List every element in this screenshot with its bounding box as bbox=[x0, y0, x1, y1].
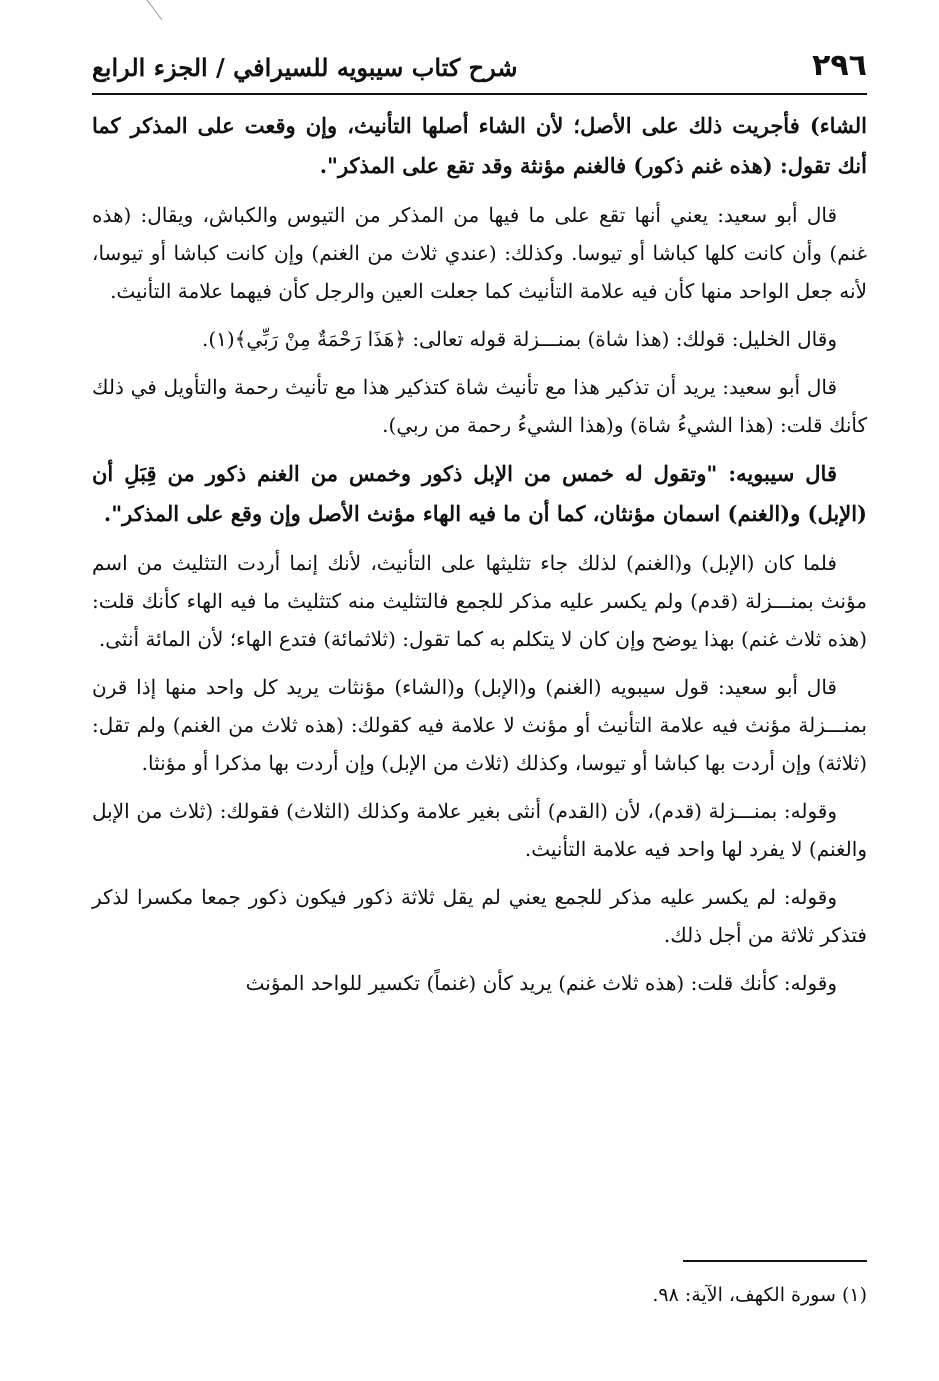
paragraph-5: قال سيبويه: "وتقول له خمس من الإبل ذكور وخمس من الغنم ذكور من قِبَلِ أن (الإبل) و(الغنم) اسمان مؤنثان، كما أن ما فيه الهاء مؤنث الأصل وإن وقع على المذكر". bbox=[92, 461, 867, 526]
running-title: شرح كتاب سيبويه للسيرافي / الجزء الرابع bbox=[92, 53, 518, 82]
header-rule bbox=[92, 93, 867, 95]
scan-mark bbox=[146, 0, 166, 22]
paragraph-2: قال أبو سعيد: يعني أنها تقع على ما فيها من المذكر من التيوس والكباش، ويقال: (هذه غنم) وأن كانت كلها كباشا أو تيوسا. وكذلك: (عندي ثلاث من الغنم) وإن كانت كباشا أو تيوسا، لأنه جعل الواحد منها كأن فيه علامة التأنيث كما جعلت العين والرجل كأن فيهما علامة التأنيث. bbox=[92, 203, 867, 303]
footnote: (١) سورة الكهف، الآية: ٩٨. bbox=[652, 1284, 867, 1306]
paragraph-6: فلما كان (الإبل) و(الغنم) لذلك جاء تثليثها على التأنيث، لأنك إنما أردت التثليث من اسم مؤنث بمنـــزلة (قدم) ولم يكسر عليه مذكر للجمع فالتثليث منه كتثليث ما فيه الهاء كأنك قلت: (هذه ثلاث غنم) بهذا يوضح وإن كان لا يتكلم به كما تقول: (ثلاثمائة) فتدع الهاء؛ لأن المائة أنثى. bbox=[92, 551, 867, 651]
page-body bbox=[92, 106, 867, 1012]
paragraph-3: وقال الخليل: قولك: (هذا شاة) بمنـــزلة قوله تعالى: ﴿هَذَا رَحْمَةٌ مِنْ رَبِّي﴾(١). bbox=[201, 327, 837, 351]
paragraph-1: الشاء) فأجريت ذلك على الأصل؛ لأن الشاء أصلها التأنيث، وإن وقعت على المذكر كما أنك تقول: (هذه غنم ذكور) فالغنم مؤنثة وقد تقع على المذكر". bbox=[92, 113, 867, 178]
paragraph-4: قال أبو سعيد: يريد أن تذكير هذا مع تأنيث شاة كتذكير هذا مع تأنيث رحمة والتأويل في ذلك كأنك قلت: (هذا الشيءُ شاة) و(هذا الشيءُ رحمة من ربي). bbox=[92, 375, 867, 437]
paragraph-7: قال أبو سعيد: قول سيبويه (الغنم) و(الإبل) و(الشاء) مؤنثات يريد كل واحد منها إذا قرن بمنـــزلة مؤنث فيه علامة التأنيث أو مؤنث لا علامة فيه كقولك: (هذه ثلاث من الغنم) ولم تقل: (ثلاثة) وإن أردت بها كباشا أو تيوسا، وكذلك (ثلاث من الإبل) وإن أردت بها مذكرا أو مؤنثا. bbox=[92, 675, 867, 775]
footnote-rule bbox=[683, 1260, 867, 1262]
page-header bbox=[92, 42, 867, 94]
paragraph-10: وقوله: كأنك قلت: (هذه ثلاث غنم) يريد كأن (غنماً) تكسير للواحد المؤنث bbox=[245, 971, 837, 995]
paragraph-8: وقوله: بمنـــزلة (قدم)، لأن (القدم) أنثى بغير علامة وكذلك (الثلاث) فقولك: (ثلاث من الإبل والغنم) لا يفرد لها واحد فيه علامة التأنيث. bbox=[92, 799, 867, 861]
page-number: ٢٩٦ bbox=[812, 48, 867, 83]
paragraph-9: وقوله: لم يكسر عليه مذكر للجمع يعني لم يقل ثلاثة ذكور فيكون ذكور جمعا مكسرا لذكر فتذكر ثلاثة من أجل ذلك. bbox=[92, 885, 867, 947]
